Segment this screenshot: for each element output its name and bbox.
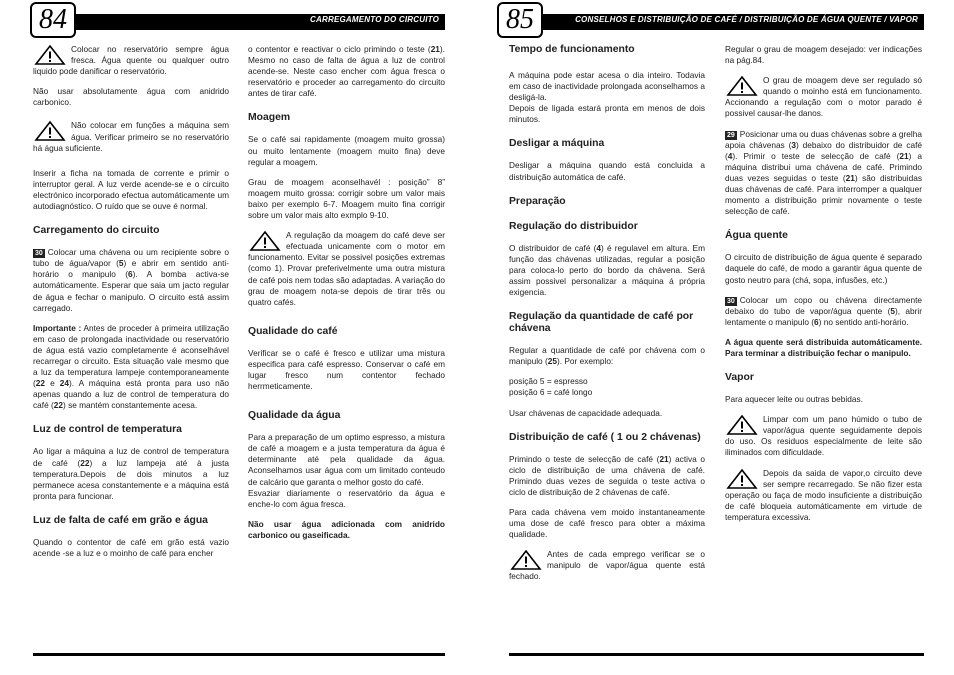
paragraph: Não usar absolutamente água com anidrido carbonico. bbox=[33, 86, 229, 108]
paragraph: O distribuidor de café (4) é regulavel em altura. Em função das chávenas utilizadas, regular a posição para coloca-lo perto do bordo da chávena. Será assim possivel personalizar a máquina á própria exigencia. bbox=[509, 242, 705, 298]
warning-note: Limpar com um pano húmido o tubo de vapor/água quente seguidamente depois do uso. Os residuos especialmente de leite são iliminados com dificuldade. bbox=[725, 414, 922, 458]
right-header-title: CONSELHOS E DISTRIBUIÇÃO DE CAFÉ / DISTRIBUIÇÃO DE ÁGUA QUENTE / VAPOR bbox=[575, 15, 918, 24]
warning-icon bbox=[725, 75, 759, 97]
paragraph: posição 5 = espresso bbox=[509, 376, 588, 387]
paragraph: Desligar a máquina quando está concluida a distribuição automática de café. bbox=[509, 160, 705, 182]
warning-note: Colocar no reservatório sempre água fresca. Água quente ou qualquer outro liquido pode danificar o reservatório. bbox=[33, 44, 229, 77]
paragraph: 30 Colocar uma chávena ou um recipiente sobre o tubo de água/vapor (5) e abrir em sentido anti-horário o manipulo (6). A bomba activa-se automáticamente. Esperar que saia um jacto regular de água e fechar o manipulo. O circuito está assim carregado. bbox=[33, 247, 229, 313]
paragraph: Para aquecer leite ou outras bebidas. bbox=[725, 394, 863, 405]
left-header-title: CARREGAMENTO DO CIRCUITO bbox=[310, 15, 439, 24]
section-heading: Qualidade da água bbox=[248, 410, 341, 422]
warning-icon bbox=[33, 120, 67, 142]
paragraph: Não usar água adicionada com anidrido carbonico ou gaseificada. bbox=[248, 518, 445, 540]
paragraph: o contentor e reactivar o ciclo primindo o teste (21). Mesmo no caso de falta de água a luz de control acende-se. Neste caso encher com água fresca o reservatório e proceder ao carregamento do circuito antes de tirar café. bbox=[248, 44, 445, 99]
warning-note: Não colocar em funções a máquina sem água. Verificar primeiro se no reservatório há água suficiente. bbox=[33, 120, 229, 153]
right-page bbox=[477, 0, 954, 675]
left-column-1 bbox=[33, 44, 229, 568]
figure-badge: 30 bbox=[35, 250, 43, 258]
section-heading: Luz de falta de café em grão e água bbox=[33, 514, 208, 526]
paragraph: Verificar se o café é fresco e utilizar uma mistura especifica para café espresso. Conservar o café em lugar fresco num contentor fechado herrmeticamente. bbox=[248, 347, 445, 392]
warning-icon bbox=[725, 468, 759, 490]
paragraph: 29 Posicionar uma ou duas chávenas sobre a grelha apoia chávenas (3) debaixo do distribuidor de café (4). Primir o teste de selecção de café (21) a máquina distribui uma chávena de café. Primindo duas vezes seguidas o teste (21) são distribuidas duas chávenas de café. Para interromper a qualquer momento a distribuição primir novamente o teste selecção de café. bbox=[725, 128, 923, 217]
warning-note: Depois da saida de vapor,o circuito deve ser sempre recarregado. Se não fizer esta operação ou faça de modo insuficiente a distribuição de café bloqueia automáticamente em virtude de temperatura excessiva. bbox=[725, 467, 922, 522]
paragraph: Para a preparação de um optimo espresso, a mistura de café a moagem e a justa temperatura da água é determinante até pela qualidade da água. Aconselhamos usar água com um limitado conteudo de calcário que garanta o melhor gosto do café. bbox=[248, 432, 445, 487]
right-bottom-rule bbox=[509, 653, 924, 656]
section-heading: Carregamento do circuito bbox=[33, 225, 160, 237]
section-heading: Luz de control de temperatura bbox=[33, 424, 182, 436]
paragraph: Se o café sai rapidamente (moagem muito grossa) ou muito lentamente (moagem muito fina) deve regular a moagem. bbox=[248, 134, 445, 167]
section-heading: Regulação do distribuidor bbox=[509, 220, 638, 232]
section-heading: Água quente bbox=[725, 230, 788, 242]
figure-badge: 30 bbox=[727, 297, 735, 305]
paragraph: O circuito de distribuição de água quente é separado daquele do café, de modo a garantir água quente de gosto neutro para (chá, sopa, infusões, etc.) bbox=[725, 252, 922, 285]
right-page-number: 85 bbox=[497, 2, 543, 38]
warning-icon bbox=[248, 230, 282, 252]
section-heading: Regulação da quantidade de café por chávena bbox=[509, 311, 694, 335]
paragraph: Usar chávenas de capacidade adequada. bbox=[509, 407, 663, 418]
paragraph: posição 6 = café longo bbox=[509, 387, 593, 398]
paragraph: Depois de ligada estará pronta em menos de dois minutos. bbox=[509, 103, 705, 125]
warning-note: A regulação da moagem do café deve ser efectuada unicamente com o motor em funcionamento. Evitar se possivel posições extremas (como 1). Provar preferivelmente uma outra mistura de café pois nem todas são adaptadas. A variação do grau de moagem nota-se depois de tirar três ou quatro cafés. bbox=[248, 230, 445, 307]
paragraph: Para cada chávena vem moido instantaneamente uma dose de café fresco para obter a máxima qualidade. bbox=[509, 506, 705, 540]
paragraph: Quando o contentor de café em grão está vazio acende -se a luz e o moinho de café para encher bbox=[33, 536, 229, 558]
figure-badge: 29 bbox=[727, 131, 735, 139]
warning-note: Antes de cada emprego verificar se o manipulo de vapor/água quente está fechado. bbox=[509, 549, 705, 582]
left-page-number: 84 bbox=[30, 2, 76, 38]
paragraph: Grau de moagem aconselhavél : posição” 8” moagem muito grossa: corrigir sobre um valor mais baixo per exemplo 6-7. Moagem muito fina corrigir sobre um valor mais alto exmplo 9-10. bbox=[248, 176, 445, 221]
section-heading: Preparação bbox=[509, 195, 566, 207]
paragraph: 30 Colocar um copo ou chávena directamente debaixo do tubo de vapor/água quente (5), abrir lentamente o manipulo (6) no sentido anti-horário. bbox=[725, 294, 922, 327]
right-header-bar bbox=[509, 14, 924, 30]
left-bottom-rule bbox=[33, 653, 445, 656]
paragraph: A água quente será distribuida automáticamente. Para terminar a distribuição fechar o manipulo. bbox=[725, 336, 922, 358]
section-heading: Desligar a máquina bbox=[509, 138, 605, 150]
right-column-1 bbox=[509, 44, 705, 592]
section-heading: Distribuição de café ( 1 ou 2 chávenas) bbox=[509, 431, 701, 443]
section-heading: Vapor bbox=[725, 372, 754, 384]
paragraph: Inserir a ficha na tomada de corrente e primir o interruptor geral. A luz verde acende-se e o circuito electrónico incorporado efectua automáticamente um autodiagnóstico. O ruído que se ouve é normal. bbox=[33, 167, 229, 212]
section-heading: Qualidade do café bbox=[248, 325, 338, 337]
paragraph: Ao ligar a máquina a luz de control de temperatura de café (22) a luz lampeja até à justa temperatura.Depois de dois minutos a luz permanece acesa constantemente e a máquina está pronta para funcionar. bbox=[33, 446, 229, 501]
paragraph: Regular a quantidade de café por chávena com o manipulo (25). Por exemplo: bbox=[509, 345, 705, 367]
right-column-2 bbox=[725, 44, 922, 532]
paragraph: Importante : Antes de proceder à primeira utilização em caso de prolongada inactividade ou reservatório de água está vazio completamente é aconselhável recarregar o circuito. Esta situação vale mesmo que a luz da temperatura lampeje contemporaneamente (22 e 24). A máquina está pronta para uso não apenas quando a luz de control de temperatura do café (22) se mantém constantemente acesa. bbox=[33, 322, 229, 411]
paragraph: Primindo o teste de selecção de café (21) activa o ciclo de distribuição de uma chávena de café. Primindo duas vezes de seguida o teste activa o ciclo de distribuição de 2 chávenas de café. bbox=[509, 453, 705, 497]
warning-icon bbox=[33, 44, 67, 66]
warning-icon bbox=[509, 549, 543, 571]
paragraph: A máquina pode estar acesa o dia inteiro. Todavia em caso de inactividade prolongada aconselhamos a desligá-la. bbox=[509, 70, 705, 103]
left-header-bar bbox=[33, 14, 445, 30]
left-column-2 bbox=[248, 44, 445, 550]
paragraph: Regular o grau de moagem desejado: ver indicações na pág.84. bbox=[725, 44, 922, 66]
paragraph: Esvaziar diariamente o reservatório da água e enche-lo com água fresca. bbox=[248, 487, 445, 509]
section-heading: Moagem bbox=[248, 112, 291, 124]
section-heading: Tempo de funcionamento bbox=[509, 44, 635, 55]
warning-icon bbox=[725, 414, 759, 436]
warning-note: O grau de moagem deve ser regulado só quando o moinho está em funcionamento. Accionando a regulação com o motor parado é possivel causar-lhe danos. bbox=[725, 75, 922, 119]
